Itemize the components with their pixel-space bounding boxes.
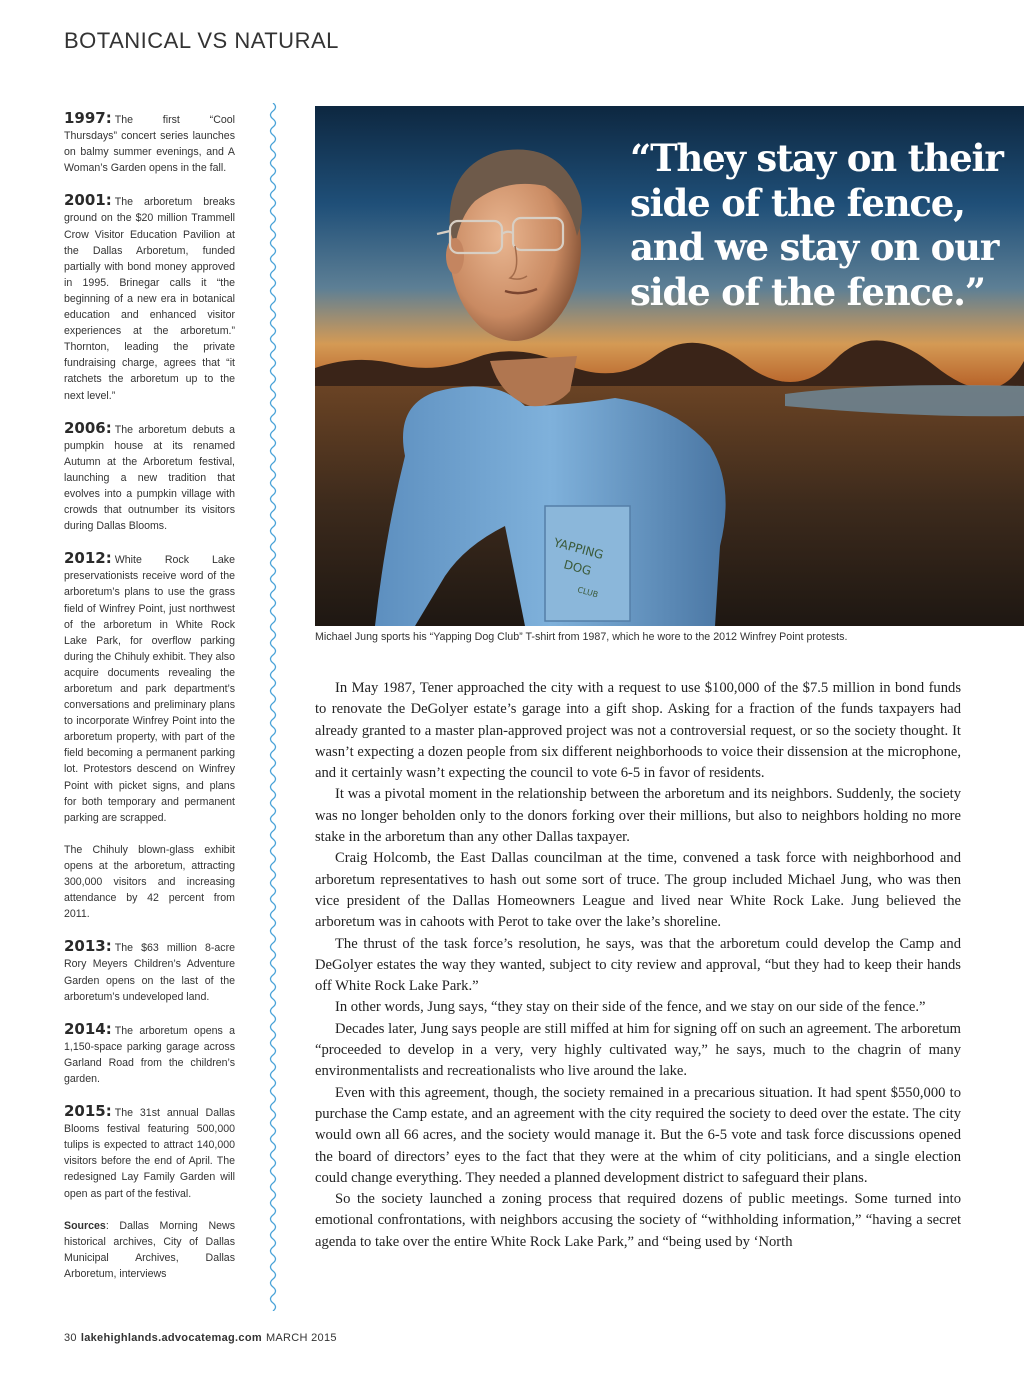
timeline-entry [64, 842, 235, 922]
timeline-year: 2006: [64, 418, 112, 437]
timeline-text: The 31st annual Dallas Blooms festival featuring 500,000 tulips is expected to attract 140,000 visitors before the end of April. The redesigned Lay Family Garden will open as part of the festival. [64, 1107, 235, 1200]
photo-caption: Michael Jung sports his “Yapping Dog Club” T-shirt from 1987, which he wore to the 2012 Winfrey Point protests. [315, 631, 848, 643]
timeline-text: White Rock Lake preservationists receive word of the arboretum’s plans to use the grass field of Winfrey Point, just northwest of the arboretum in White Rock Lake Park, for overflow parking during the Chihuly exhibit. They also acquire documents revealing the arboretum and park department’s conversations and preliminary plans to incorporate Winfrey Point into the arboretum property, with part of the field becoming a permanent parking lot. Protestors descend on Winfrey Point with picket signs, and plans for both temporary and permanent parking are scrapped. [64, 554, 235, 824]
timeline-entry [64, 192, 235, 403]
article-paragraph: In May 1987, Tener approached the city with a request to use $100,000 of the $7.5 million in bond funds to renovate the DeGolyer estate’s garage into a gift shop. Asking for a fraction of the funds taxpayers had already granted to a master plan-approved project was not a controversial request, or so the society thought. It wasn’t expecting a dozen people from six different neighborhoods to voice their dissension at the microphone, and it certainly wasn’t expecting the council to vote 6-5 in favor of residents. [315, 680, 961, 782]
sources-text: : Dallas Morning News historical archives, City of Dallas Municipal Archives, Dallas Arboretum, interviews [64, 1219, 235, 1280]
wavy-divider [266, 103, 280, 1311]
timeline-year: 2013: [64, 937, 112, 956]
portrait-photo [315, 106, 1024, 626]
sources-label: Sources [64, 1219, 106, 1232]
section-title: BOTANICAL VS NATURAL [64, 28, 339, 53]
shirt-text: DOG [562, 557, 593, 579]
shirt-text: CLUB [576, 585, 600, 600]
timeline-text: The arboretum debuts a pumpkin house at its renamed Autumn at the Arboretum festival, launching a new tradition that evolves into a pumpkin village with crowds that outnumber its visitors during Dallas Blooms. [64, 423, 235, 533]
article-body [315, 678, 961, 1253]
timeline-text: The arboretum breaks ground on the $20 million Trammell Crow Visitor Education Pavilion at the Dallas Arboretum, funded partially with bond money approved in 1995. Brinegar calls it “the beginning of a new era in botanical education and enhanced visitor experiences at the arboretum.” Thornton, leading the private fundraising charge, agrees that “it ratchets the arboretum up to the next level.” [64, 196, 235, 402]
article-paragraph: Decades later, Jung says people are still miffed at him for signing off on such an agreement. The arboretum “proceeded to develop in a very, very highly cultivated way,” he says, much to the chagrin of many environmentalists and recreationalists who live around the lake. [315, 1020, 961, 1080]
timeline-text: The arboretum opens a 1,150-space parking garage across Garland Road from the children’s garden. [64, 1024, 235, 1085]
page-footer [64, 1332, 337, 1344]
article-paragraph: It was a pivotal moment in the relationship between the arboretum and its neighbors. Suddenly, the society was no longer beholden only to the donors forking over their millions, but also to neighbors holding no more stake in the arboretum than any other Dallas taxpayer. [315, 786, 961, 846]
article-paragraph: Craig Holcomb, the East Dallas councilman at the time, convened a task force with neighborhood and arboretum representatives to hash out some sort of truce. The group included Michael Jung, who was then vice president of the Dallas Homeowners League and lived near White Rock Lake. Jung believed the arboretum was in cahoots with Perot to take over the lake’s shoreline. [315, 850, 961, 931]
article-paragraph: Even with this agreement, though, the society remained in a precarious situation. It had spent $550,000 to purchase the Camp estate, and an agreement with the city required the society to deed over the estate. The city would own all 66 acres, and the society would manage it. But the 6-5 vote and task force discussions opened the board of directors’ eyes to the fact that they were at the whim of city politicians, and a single election could change everything. They needed a planned development district to safeguard their plans. [315, 1084, 961, 1186]
timeline-year: 2014: [64, 1019, 112, 1038]
timeline-year: 2012: [64, 549, 112, 568]
timeline-sidebar [64, 110, 235, 1298]
page-number: 30 [64, 1332, 77, 1344]
timeline-entry [64, 550, 235, 826]
timeline-entry [64, 420, 235, 535]
sources-note [64, 1218, 235, 1282]
timeline-year: 2001: [64, 191, 112, 210]
article-paragraph: So the society launched a zoning process that required dozens of public meetings. Some turned into emotional confrontations, with neighbors accusing the society of “withholding information,” “having a secret agenda to take over the entire White Rock Lake Park,” and “being used by ‘North [315, 1191, 961, 1250]
shirt-text: YAPPING [552, 535, 606, 563]
timeline-entry [64, 1021, 235, 1087]
pull-quote: “They stay on their side of the fence, and we stay on our side of the fence.” [630, 136, 1003, 314]
footer-issue-date: MARCH 2015 [265, 1332, 337, 1344]
timeline-text: The Chihuly blown-glass exhibit opens at the arboretum, attracting 300,000 visitors and increasing attendance by 42 percent from 2011. [64, 843, 235, 921]
article-paragraph: In other words, Jung says, “they stay on their side of the fence, and we stay on our side of the fence.” [335, 999, 926, 1016]
article-paragraph: The thrust of the task force’s resolution, he says, was that the arboretum could develop the Camp and DeGolyer estates the way they wanted, subject to city review and approval, “but they had to keep their hands off White Rock Lake Park.” [315, 935, 961, 995]
timeline-entry [64, 1103, 235, 1202]
footer-url[interactable]: lakehighlands.advocatemag.com [80, 1332, 262, 1344]
timeline-year: 1997: [64, 109, 112, 127]
timeline-entry [64, 110, 235, 176]
timeline-text: The first “Cool Thursdays” concert series launches on balmy summer evenings, and A Woman’s Garden opens in the fall. [64, 114, 235, 175]
timeline-year: 2015: [64, 1102, 112, 1121]
timeline-text: The $63 million 8-acre Rory Meyers Children’s Adventure Garden opens on the last of the arboretum’s undeveloped land. [64, 942, 235, 1003]
timeline-entry [64, 938, 235, 1004]
